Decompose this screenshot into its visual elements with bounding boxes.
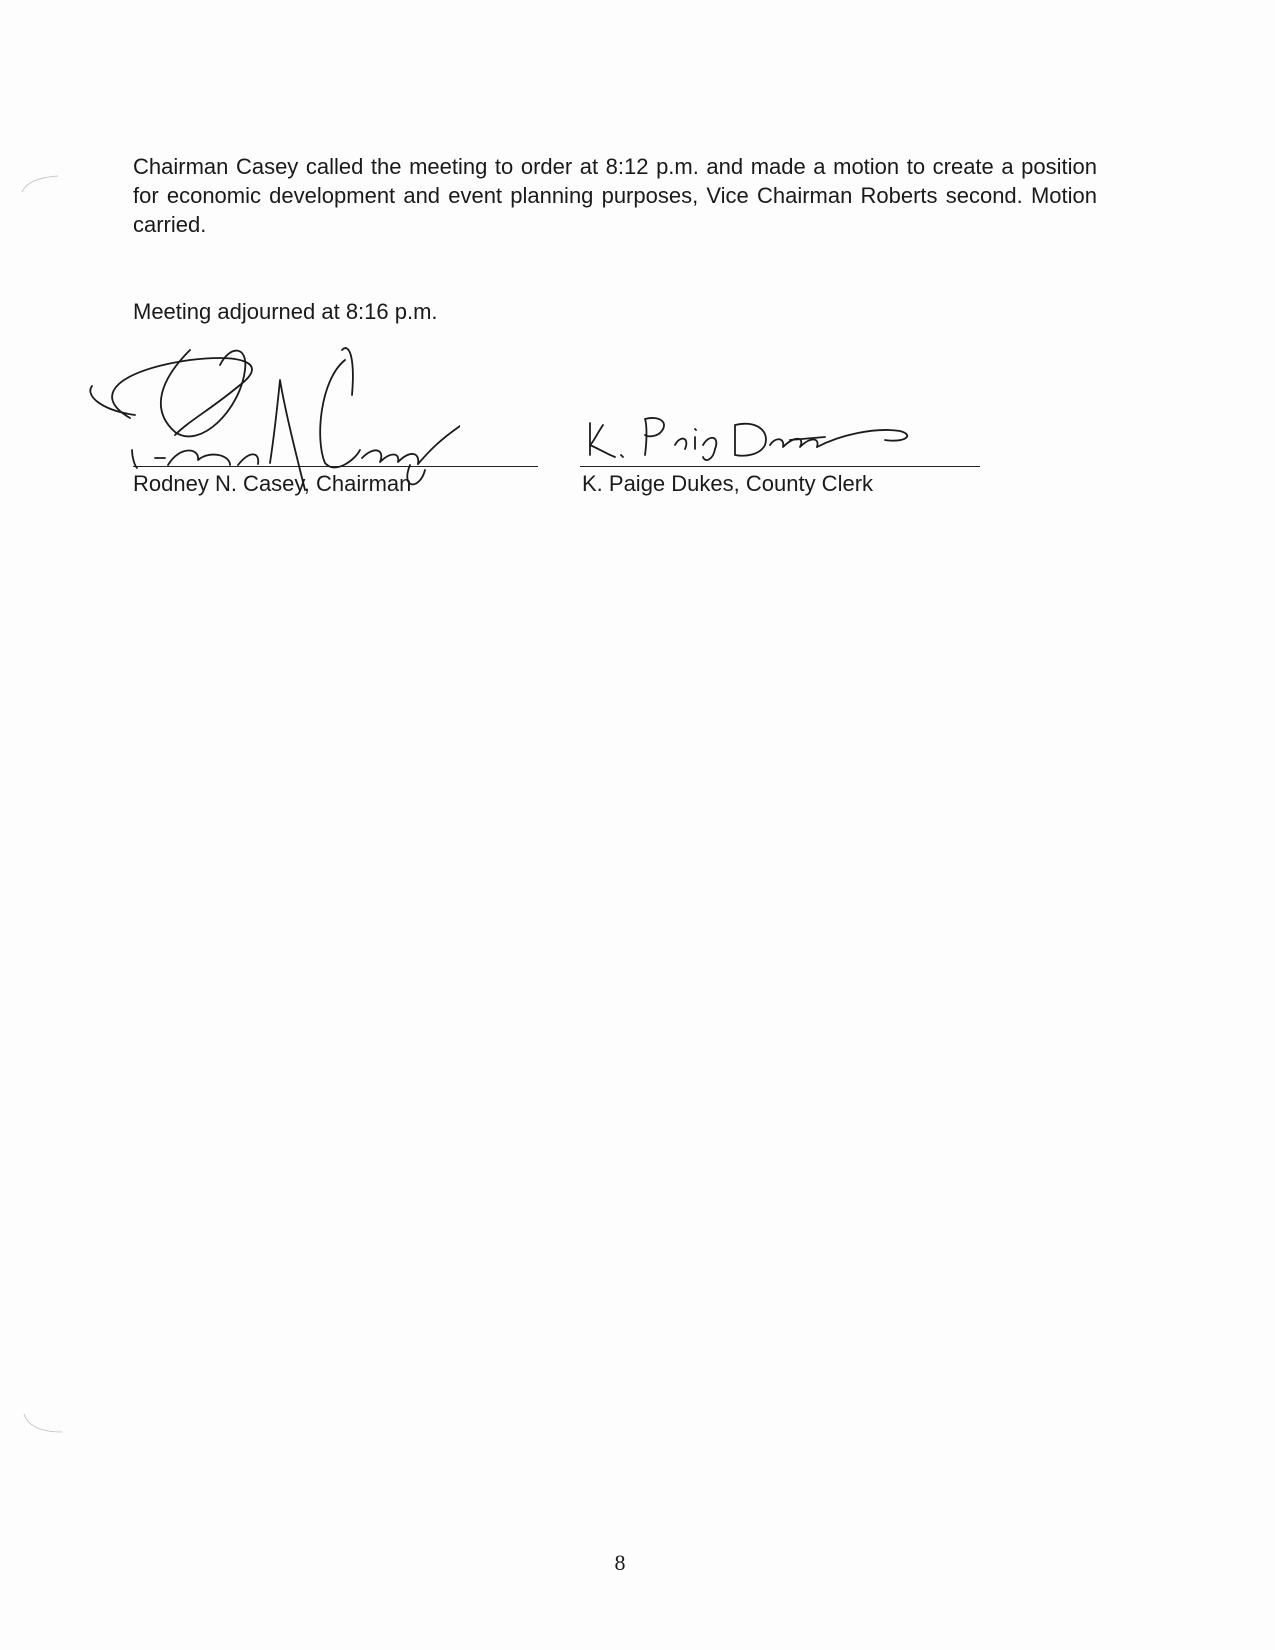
chairman-name-title: Rodney N. Casey, Chairman [133,471,412,496]
adjournment-text: Meeting adjourned at 8:16 p.m. [133,299,438,324]
punch-hole-mark-bottom [18,1410,68,1440]
clerk-signature-line [580,466,980,467]
clerk-name-title: K. Paige Dukes, County Clerk [582,471,874,496]
punch-hole-mark-top [18,170,68,200]
chairman-signature-line [133,466,538,467]
page-number: 8 [614,1550,626,1575]
motion-paragraph: Chairman Casey called the meeting to order at 8:12 p.m. and made a motion to create a position for economic development and event planning purposes, Vice Chairman Roberts second. Motion carried. [133,154,1097,237]
